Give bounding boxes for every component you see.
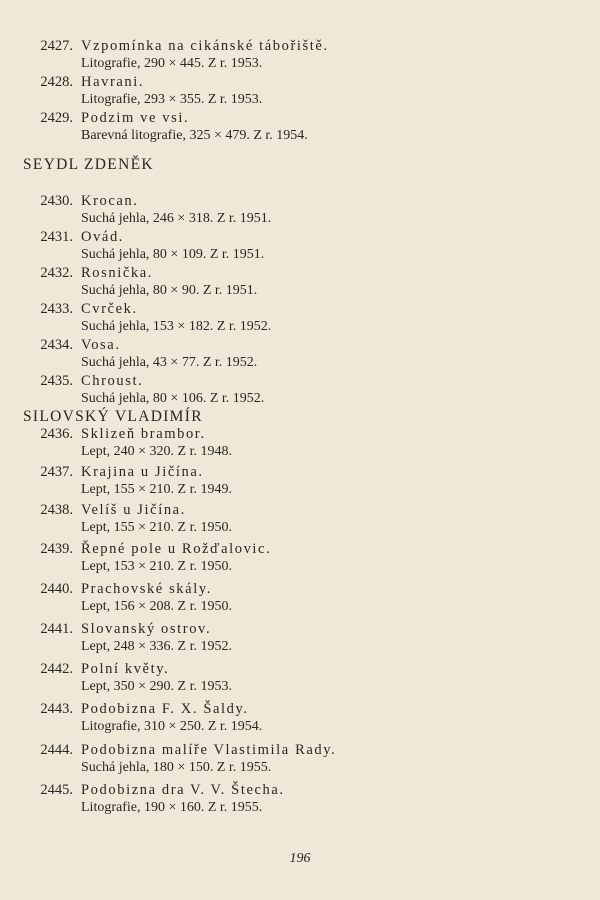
entry-number: 2442. <box>40 661 73 677</box>
entry-number: 2430. <box>40 193 73 209</box>
entry-description: Litografie, 293 × 355. Z r. 1953. <box>81 92 263 107</box>
entry-number: 2433. <box>40 301 73 317</box>
entry-number: 2431. <box>40 229 73 245</box>
entry-number: 2427. <box>40 38 73 54</box>
entry-title: Cvrček. <box>81 301 138 317</box>
entry-title: Ovád. <box>81 229 125 245</box>
entry-description: Litografie, 190 × 160. Z r. 1955. <box>81 800 263 815</box>
entry-description: Suchá jehla, 43 × 77. Z r. 1952. <box>81 355 258 370</box>
entry-number: 2435. <box>40 373 73 389</box>
entry-description: Suchá jehla, 80 × 109. Z r. 1951. <box>81 247 265 262</box>
entry-title: Krajina u Jičína. <box>81 464 204 480</box>
artist-heading: SILOVSKÝ VLADIMÍR <box>23 408 203 425</box>
entry-title: Velíš u Jičína. <box>81 502 186 518</box>
entry-title: Krocan. <box>81 193 139 209</box>
entry-number: 2429. <box>40 110 73 126</box>
entry-title: Řepné pole u Rožďalovic. <box>81 541 272 557</box>
entry-title: Podzim ve vsi. <box>81 110 190 126</box>
entry-title: Podobizna dra V. V. Štecha. <box>81 782 285 798</box>
entry-title: Prachovské skály. <box>81 581 212 597</box>
entry-number: 2428. <box>40 74 73 90</box>
entry-title: Vosa. <box>81 337 121 353</box>
entry-description: Lept, 240 × 320. Z r. 1948. <box>81 444 232 459</box>
entry-title: Rosnička. <box>81 265 153 281</box>
entry-number: 2439. <box>40 541 73 557</box>
entry-number: 2436. <box>40 426 73 442</box>
entry-number: 2438. <box>40 502 73 518</box>
entry-title: Vzpomínka na cikánské tábořiště. <box>81 38 329 54</box>
entry-description: Litografie, 310 × 250. Z r. 1954. <box>81 719 263 734</box>
entry-number: 2432. <box>40 265 73 281</box>
entry-number: 2440. <box>40 581 73 597</box>
entry-description: Lept, 153 × 210. Z r. 1950. <box>81 559 232 574</box>
entry-number: 2444. <box>40 742 73 758</box>
entry-description: Suchá jehla, 246 × 318. Z r. 1951. <box>81 211 272 226</box>
entry-description: Suchá jehla, 180 × 150. Z r. 1955. <box>81 760 272 775</box>
entry-title: Sklizeň brambor. <box>81 426 206 442</box>
page-number: 196 <box>289 851 311 866</box>
entry-number: 2437. <box>40 464 73 480</box>
entry-description: Litografie, 290 × 445. Z r. 1953. <box>81 56 263 71</box>
entry-title: Havrani. <box>81 74 145 90</box>
entry-description: Suchá jehla, 153 × 182. Z r. 1952. <box>81 319 272 334</box>
entry-title: Podobizna F. X. Šaldy. <box>81 701 249 717</box>
entry-title: Polní květy. <box>81 661 170 677</box>
entry-description: Suchá jehla, 80 × 106. Z r. 1952. <box>81 391 265 406</box>
artist-heading: SEYDL ZDENĚK <box>23 156 154 173</box>
entry-description: Lept, 155 × 210. Z r. 1950. <box>81 520 232 535</box>
entry-number: 2441. <box>40 621 73 637</box>
entry-number: 2445. <box>40 782 73 798</box>
entry-description: Lept, 155 × 210. Z r. 1949. <box>81 482 232 497</box>
entry-description: Lept, 156 × 208. Z r. 1950. <box>81 599 232 614</box>
entry-title: Slovanský ostrov. <box>81 621 212 637</box>
entry-number: 2434. <box>40 337 73 353</box>
entry-number: 2443. <box>40 701 73 717</box>
entry-title: Podobizna malíře Vlastimila Rady. <box>81 742 337 758</box>
entry-description: Lept, 248 × 336. Z r. 1952. <box>81 639 232 654</box>
entry-description: Lept, 350 × 290. Z r. 1953. <box>81 679 232 694</box>
entry-description: Suchá jehla, 80 × 90. Z r. 1951. <box>81 283 258 298</box>
entry-title: Chroust. <box>81 373 144 389</box>
entry-description: Barevná litografie, 325 × 479. Z r. 1954. <box>81 128 308 143</box>
